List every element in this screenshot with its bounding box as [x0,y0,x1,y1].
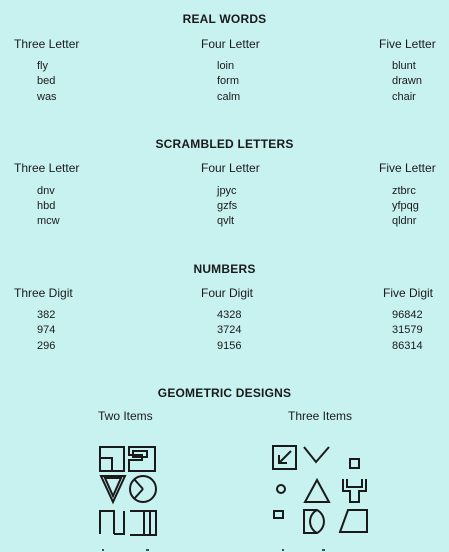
small-circle-shape [277,485,285,493]
small-square-shape [350,459,359,468]
list-item: blunt [392,60,416,72]
list-item: loin [217,60,235,72]
pacman-circle-shape [130,476,156,502]
list-item: 382 [37,309,56,321]
col-header-five-digit: Five Digit [383,286,434,300]
section-title-scrambled-letters: SCRAMBLED LETTERS [155,137,294,151]
section-title-real-words: REAL WORDS [182,12,267,26]
list-item: jpyc [217,185,237,197]
geometric-designs-figure [0,430,449,552]
list-item: qvlt [217,215,235,227]
col-header-four-letter: Four Letter [201,161,260,175]
list-item: 9156 [217,340,242,352]
triangle-shape [305,480,329,502]
double-u-shape [343,479,366,502]
small-rect-shape [274,511,283,518]
parallelogram-shape [340,510,367,532]
col-header-three-letter: Three Letter [14,161,80,175]
list-item: 4328 [217,309,242,321]
half-moon-square-shape [304,510,324,533]
list-item: hbd [37,200,56,212]
list-item: 296 [37,340,56,352]
col-header-two-items: Two Items [98,409,153,423]
list-item: bed [37,75,56,87]
square-partitioned-shape [100,447,124,471]
list-item: 96842 [392,309,423,321]
col-header-five-letter: Five Letter [379,37,436,51]
square-step-shape [129,447,155,471]
col-header-four-digit: Four Digit [201,286,254,300]
list-item: ztbrc [392,185,416,197]
list-item: fly [37,60,48,72]
list-item: mcw [37,215,60,227]
col-header-five-letter: Five Letter [379,161,436,175]
list-item: 86314 [392,340,423,352]
list-item: qldnr [392,215,417,227]
list-item: calm [217,91,241,103]
open-square-shape [100,511,124,534]
bracket-square-shape [130,511,156,535]
list-item: 3724 [217,324,242,336]
list-item: form [217,75,239,87]
col-header-three-items: Three Items [288,409,353,423]
square-with-arrow-shape [273,446,296,469]
list-item: chair [392,91,416,103]
list-item: gzfs [217,200,238,212]
triangle-in-square-shape [101,476,125,502]
chevron-down-shape [304,447,329,462]
col-header-four-letter: Four Letter [201,37,260,51]
list-item: yfpqg [392,200,419,212]
section-title-numbers: NUMBERS [193,262,256,276]
col-header-three-letter: Three Letter [14,37,80,51]
list-item: 974 [37,324,56,336]
list-item: was [37,91,57,103]
list-item: 31579 [392,324,423,336]
list-item: drawn [392,75,422,87]
section-title-geometric-designs: GEOMETRIC DESIGNS [157,386,292,400]
list-item: dnv [37,185,55,197]
col-header-three-digit: Three Digit [14,286,73,300]
